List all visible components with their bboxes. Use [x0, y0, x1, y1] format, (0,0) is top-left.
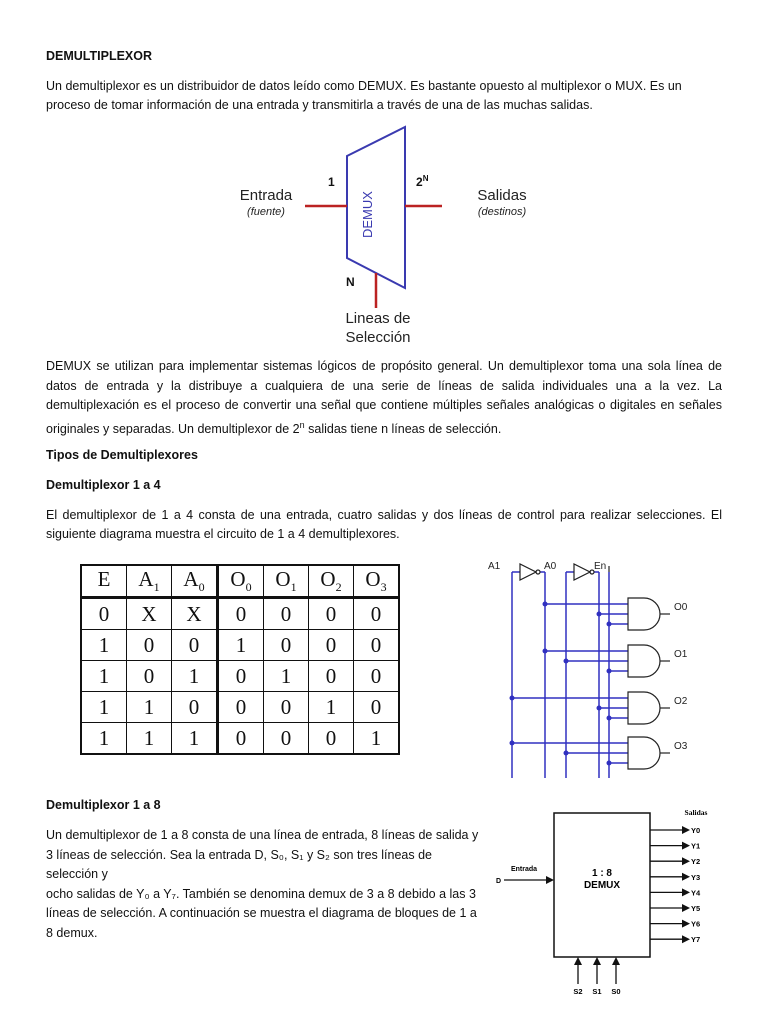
select-label: S1 [592, 987, 602, 996]
o0-label: O0 [674, 602, 688, 613]
table-cell: 0 [218, 598, 264, 630]
demux-label: DEMUX [360, 191, 375, 238]
table-cell: 0 [218, 692, 264, 723]
heading-1a4: Demultiplexor 1 a 4 [46, 478, 161, 492]
table-cell: 0 [309, 723, 354, 755]
output-count: $2^N$ [416, 174, 429, 189]
a1-label: A1 [488, 561, 501, 572]
paragraph-1a8-line: ocho salidas de Y₀ a Y₇. También se denomina demux de 3 a 8 debido a las 3 [46, 886, 476, 901]
paragraph-1a4: El demultiplexor de 1 a 4 consta de una entrada, cuatro salidas y dos líneas de control para realizar selecciones. El siguiente diagrama muestra el circuito de 1 a 4 demultiplexores. [46, 508, 722, 541]
table-cell: 1 [264, 661, 309, 692]
table-cell: 0 [218, 661, 264, 692]
select-label: S0 [611, 987, 621, 996]
table-header-row [81, 565, 399, 598]
input-count: 1 [328, 175, 335, 189]
truth-table [80, 564, 400, 755]
a0-label: A0 [544, 561, 557, 572]
output-arrow-head [682, 826, 690, 834]
output-arrow-head [682, 842, 690, 850]
table-row [81, 598, 399, 630]
demux-1a4-circuit [486, 558, 716, 780]
table-cell: 1 [127, 723, 172, 755]
table-row [81, 692, 399, 723]
table-header-cell: $O_3$ [354, 565, 400, 598]
output-label: Y2 [691, 857, 701, 867]
select-arrow-head [593, 957, 601, 965]
table-cell: 0 [218, 723, 264, 755]
o2-label: O2 [674, 696, 688, 707]
table-header-cell: $A_1$ [127, 565, 172, 598]
block-d-label: D [496, 878, 502, 885]
fuente-label: (fuente) [247, 206, 285, 218]
output-arrow-head [682, 904, 690, 912]
block-entrada-label: Entrada [510, 866, 538, 873]
paragraph-1a8-line: líneas de selección. A continuación se muestra el diagrama de bloques de 1 a [46, 906, 477, 920]
demux-general-diagram [220, 120, 560, 350]
output-label: Y6 [691, 919, 701, 929]
table-cell: 0 [309, 630, 354, 661]
table-row [81, 630, 399, 661]
paragraph-1a8-line: 8 demux. [46, 925, 98, 940]
output-arrow-head [682, 857, 690, 865]
table-cell: X [172, 598, 218, 630]
destinos-label: (destinos) [477, 206, 527, 218]
table-cell: 1 [172, 723, 218, 755]
table-cell: 0 [127, 630, 172, 661]
select-count: N [346, 275, 355, 289]
table-cell: 1 [172, 661, 218, 692]
seleccion-label: Selección [345, 329, 411, 346]
select-arrow-head [612, 957, 620, 965]
output-label: Y5 [691, 904, 701, 913]
output-label: Y3 [691, 872, 701, 882]
salidas-label: Salidas [477, 187, 527, 204]
en-label: En [594, 561, 607, 572]
block-salidas-label: Salidas [684, 808, 708, 817]
o1-label: O1 [674, 649, 688, 660]
demux-trapezoid [347, 127, 405, 288]
table-cell: X [127, 598, 172, 630]
table-cell: 0 [354, 692, 400, 723]
output-arrow-head [682, 888, 690, 896]
table-header-cell: E [81, 565, 127, 598]
table-cell: 0 [309, 598, 354, 630]
output-arrow-head [682, 935, 690, 943]
table-cell: 1 [81, 630, 127, 661]
table-cell: 0 [127, 661, 172, 692]
output-label: Y1 [691, 841, 701, 851]
table-header-cell: $O_0$ [218, 565, 264, 598]
table-row [81, 661, 399, 692]
table-cell: 0 [81, 598, 127, 630]
table-header-cell: $A_0$ [172, 565, 218, 598]
table-cell: 1 [309, 692, 354, 723]
entrada-label: Entrada [239, 187, 293, 204]
table-cell: 0 [172, 630, 218, 661]
table-cell: 1 [81, 723, 127, 755]
table-cell: 0 [264, 598, 309, 630]
table-cell: 0 [309, 661, 354, 692]
block-demux-label: DEMUX [583, 880, 621, 891]
table-cell: 0 [354, 630, 400, 661]
table-cell: 1 [127, 692, 172, 723]
table-cell: 0 [354, 661, 400, 692]
paragraph-1a8 [46, 826, 480, 943]
table-header-cell: $O_1$ [264, 565, 309, 598]
table-header-cell: $O_2$ [309, 565, 354, 598]
intro-paragraph: Un demultiplexor es un distribuidor de datos leído como DEMUX. Es bastante opuesto al multiplexor o MUX. Es un proceso de tomar información de una entrada y transmitirla a través de una de las muchas salidas. [46, 79, 682, 112]
table-cell: 1 [81, 692, 127, 723]
heading-tipos: Tipos de Demultiplexores [46, 448, 198, 462]
output-arrow-head [682, 873, 690, 881]
block-ratio: 1 : 8 [591, 868, 613, 879]
o3-label: O3 [674, 741, 688, 752]
table-cell: 1 [354, 723, 400, 755]
paragraph-demux-uses: DEMUX se utilizan para implementar sistemas lógicos de propósito general. Un demultiplexor toma una sola línea de datos de entrada y la distribuye a cualquiera de una serie de líneas de salida individuales una a la vez. La demultiplexación es el proceso de convertir una señal que contiene múltiples señales analógicas o digitales en señales originales y separadas. Un demultiplexor de 2$^n$ salidas tiene n líneas de selección. [46, 359, 722, 436]
table-cell: 0 [264, 630, 309, 661]
output-arrow-head [682, 920, 690, 928]
table-cell: 0 [264, 692, 309, 723]
output-label: Y4 [691, 888, 701, 898]
table-cell: 0 [172, 692, 218, 723]
table-cell: 0 [354, 598, 400, 630]
paragraph-1a8-line: Un demultiplexor de 1 a 8 consta de una línea de entrada, 8 líneas de salida y [46, 828, 479, 842]
table-cell: 0 [264, 723, 309, 755]
select-arrow-head [574, 957, 582, 965]
demux-1a8-block [488, 806, 720, 996]
table-cell: 1 [81, 661, 127, 692]
heading-1a8: Demultiplexor 1 a 8 [46, 798, 161, 812]
lineas-label: Lineas de [345, 310, 411, 327]
page-title: DEMULTIPLEXOR [46, 49, 153, 63]
table-cell: 1 [218, 630, 264, 661]
output-label: Y0 [691, 826, 701, 835]
paragraph-1a8-line: 3 líneas de selección. Sea la entrada D, S₀, S₁ y S₂ son tres líneas de selección y [46, 847, 432, 881]
output-label: Y7 [691, 935, 701, 945]
select-label: S2 [573, 987, 583, 996]
table-row [81, 723, 399, 755]
